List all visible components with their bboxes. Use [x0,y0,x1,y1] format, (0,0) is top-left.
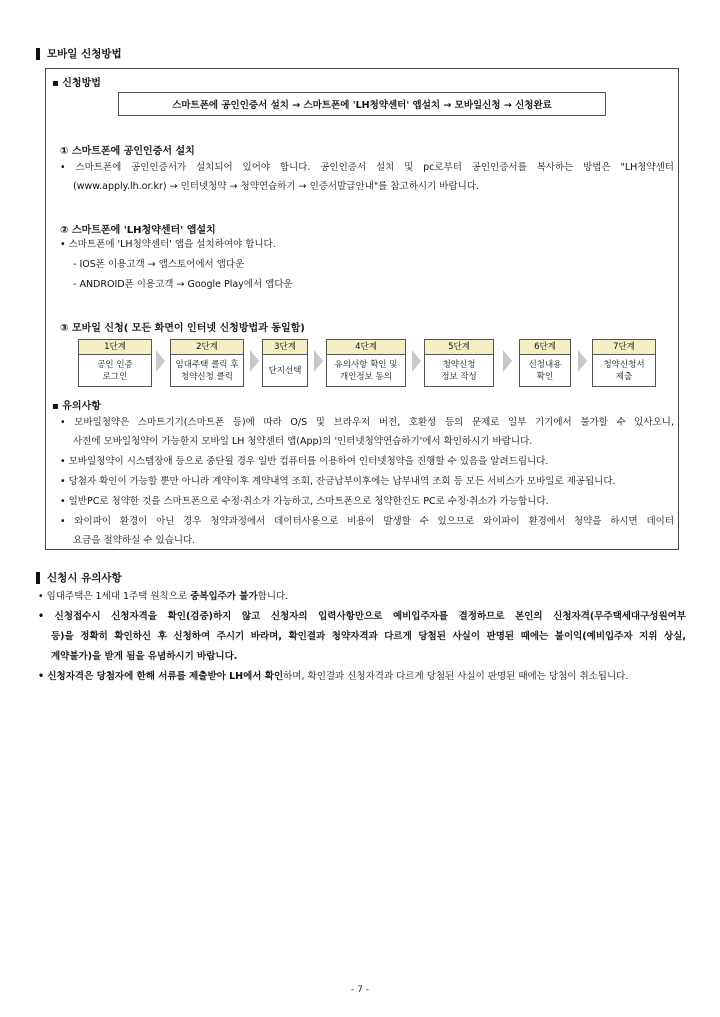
step2-line: - ANDROID폰 이용고객 → Google Play에서 앱다운 [73,279,293,290]
stage-body: 청약신청 정보 작성 [441,359,477,382]
notes-title: ▪ 유의사항 [52,401,101,412]
note-line: • 일반PC로 청약한 것을 스마트폰으로 수정·취소가 가능하고, 스마트폰으로 청약한건도 PC로 수정·취소가 가능합니다. [60,496,549,507]
stage-head: 1단계 [79,340,151,355]
stage-body: 단지선택 [268,365,302,376]
stage-6 [519,339,571,387]
caution-item-2-line: 등)을 정확히 확인하신 후 신청하여 주시기 바라며, 확인결과 청약자격과 다르게 당첨된 사실이 판명된 때에는 불이익(예비입주자 지위 상실, [51,631,686,642]
stage-3 [262,339,308,387]
stage-body: 유의사항 확인 및 개인정보 동의 [334,359,398,382]
section-title-caution [36,570,122,585]
step2-line: - IOS폰 이용고객 → 앱스토어에서 앱다운 [73,259,245,270]
note-line: • 모바일청약은 스마트기기(스마트폰 등)에 따라 O/S 및 브라우저 버전, 호환성 등의 문제로 일부 기기에서 불가할 수 있사오니, [60,417,674,428]
page-number: - 7 - [351,985,369,995]
flow-summary-text: 스마트폰에 공인인증서 설치 → 스마트폰에 'LH청약센터' 앱설치 → 모바일신청 → 신청완료 [172,100,552,111]
stage-7 [592,339,656,387]
stage-head: 6단계 [520,340,570,355]
note-line: • 와이파이 환경이 아닌 경우 청약과정에서 데이터사용으로 비용이 발생할 수 있으므로 와이파이 환경에서 청약을 하시면 데이터 [60,516,674,527]
arrow-icon [250,350,259,372]
section-title-mobile [36,46,122,61]
caution-item-2-line: 계약불가)을 받게 됨을 유념하시기 바랍니다. [51,651,238,662]
stage-body: 청약신청서 제출 [603,359,645,382]
stage-head: 5단계 [425,340,493,355]
stage-head: 7단계 [593,340,655,355]
step1-title: ① 스마트폰에 공인인증서 설치 [60,146,195,157]
stage-head: 4단계 [327,340,405,355]
note-line: • 모바일청약이 시스템장애 등으로 중단될 경우 일반 컴퓨터를 이용하여 인터넷청약을 진행할 수 있음을 알려드립니다. [60,456,549,467]
stage-2 [170,339,244,387]
caution-item-2-line: • 신청접수시 신청자격을 확인(검증)하지 않고 신청자의 입력사항만으로 예비입주자를 결정하므로 본인의 신청자격(무주택세대구성원여부 [38,611,686,622]
note-line: 사전에 모바일청약이 가능한지 모바일 LH 청약센터 앱(App)의 '인터넷청약연습하기'에서 확인하시기 바랍니다. [73,436,533,447]
arrow-icon [156,350,165,372]
step2-title: ② 스마트폰에 'LH청약센터' 앱설치 [60,225,216,236]
stage-head: 2단계 [171,340,243,355]
arrow-icon [314,350,323,372]
stage-1 [78,339,152,387]
stage-5 [424,339,494,387]
method-label: ▪ 신청방법 [52,78,101,89]
arrow-icon [412,350,421,372]
section-bar [36,572,40,584]
section-title-text: 모바일 신청방법 [47,48,122,60]
flow-summary-box [118,92,606,116]
stage-body: 신청내용 확인 [528,359,562,382]
step1-line: (www.apply.lh.or.kr) → 인터넷청약 → 청약연습하기 → 인증서발급안내"를 참고하시기 바랍니다. [73,181,480,192]
caution-item-3: • 신청자격은 당첨자에 한해 서류를 제출받아 LH에서 확인하며, 확인결과 신청자격과 다르게 당첨된 사실이 판명된 때에는 당첨이 취소됩니다. [38,671,629,682]
step1-line: • 스마트폰에 공인인증서가 설치되어 있어야 합니다. 공인인증서 설치 및 pc로부터 공인인증서를 복사하는 방법은 "LH청약센터 [60,162,674,173]
arrow-icon [503,350,512,372]
section-title-text: 신청시 유의사항 [47,572,122,584]
caution-item-1: • 임대주택은 1세대 1주택 원칙으로 중복입주가 불가합니다. [38,591,289,602]
stage-body: 공인 인증 로그인 [97,359,133,382]
note-line: 요금을 절약하실 수 있습니다. [73,535,196,546]
stage-body: 임대주택 클릭 후 청약신청 클릭 [175,359,239,382]
step2-line: • 스마트폰에 'LH청약센터' 앱을 설치하여야 합니다. [60,239,276,250]
stage-head: 3단계 [263,340,307,355]
stage-4 [326,339,406,387]
step3-title: ③ 모바일 신청( 모든 화면이 인터넷 신청방법과 동일함) [60,323,305,334]
arrow-icon [578,350,587,372]
section-bar [36,48,40,60]
note-line: • 당첨자 확인이 가능할 뿐만 아니라 계약이후 계약내역 조회, 잔금납부이후에는 납부내역 조회 등 모든 서비스가 모바일로 제공됩니다. [60,476,616,487]
